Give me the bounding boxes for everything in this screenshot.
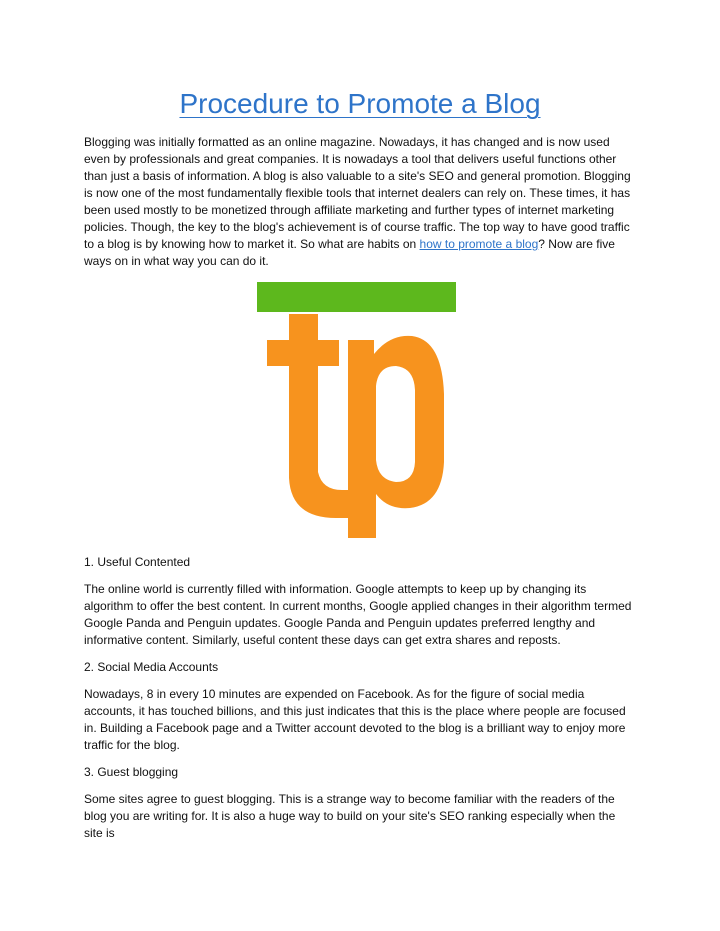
intro-text-before-link: Blogging was initially formatted as an online magazine. Nowadays, it has changed and is now used even by professionals and great companies. It is nowadays a tool that delivers useful functions other than just a basis of information. A blog is also valuable to a site's SEO and general promotion. Blogging is now one of the most fundamentally flexible tools that internet dealers can rely on. These times, it has been used mostly to be monetized through affiliate marketing and further types of internet marketing policies. Though, the key to the blog's achievement is of course traffic. The top way to have good traffic to a blog is by knowing how to market it. So what are habits on [84,135,631,251]
logo-letter-t [267,314,350,518]
logo-letter-p [348,336,444,538]
logo-image [0,282,720,544]
section-heading-2: 2. Social Media Accounts [84,660,219,674]
section-body-3: Some sites agree to guest blogging. This is a strange way to become familiar with the readers of the blog you are writing for. It is also a huge way to build on your site's SEO ranking especially when the site is [84,792,616,840]
intro-text-after-link: ? Now are five ways on in what way you can do it. [84,237,615,268]
tp-logo-icon [0,282,720,544]
section-heading-1: 1. Useful Contented [84,555,191,569]
section-body-1: The online world is currently filled with information. Google attempts to keep up by changing its algorithm to offer the best content. In current months, Google applied changes in their algorithm termed Google Panda and Penguin updates. Google Panda and Penguin updates preferred lengthy and informative content. Similarly, useful content these days can get extra shares and reposts. [84,582,632,647]
section-heading-3: 3. Guest blogging [84,765,179,779]
promote-blog-link[interactable]: how to promote a blog [419,237,539,251]
section-body-2: Nowadays, 8 in every 10 minutes are expended on Facebook. As for the figure of social media accounts, it has touched billions, and this just indicates that this is the place where people are focused in. Building a Facebook page and a Twitter account devoted to the blog is a brilliant way to enjoy more traffic for the blog. [84,687,626,752]
logo-letters [267,314,444,538]
logo-green-bar [257,282,456,312]
page-title: Procedure to Promote a Blog [179,88,541,119]
intro-paragraph [84,134,636,270]
